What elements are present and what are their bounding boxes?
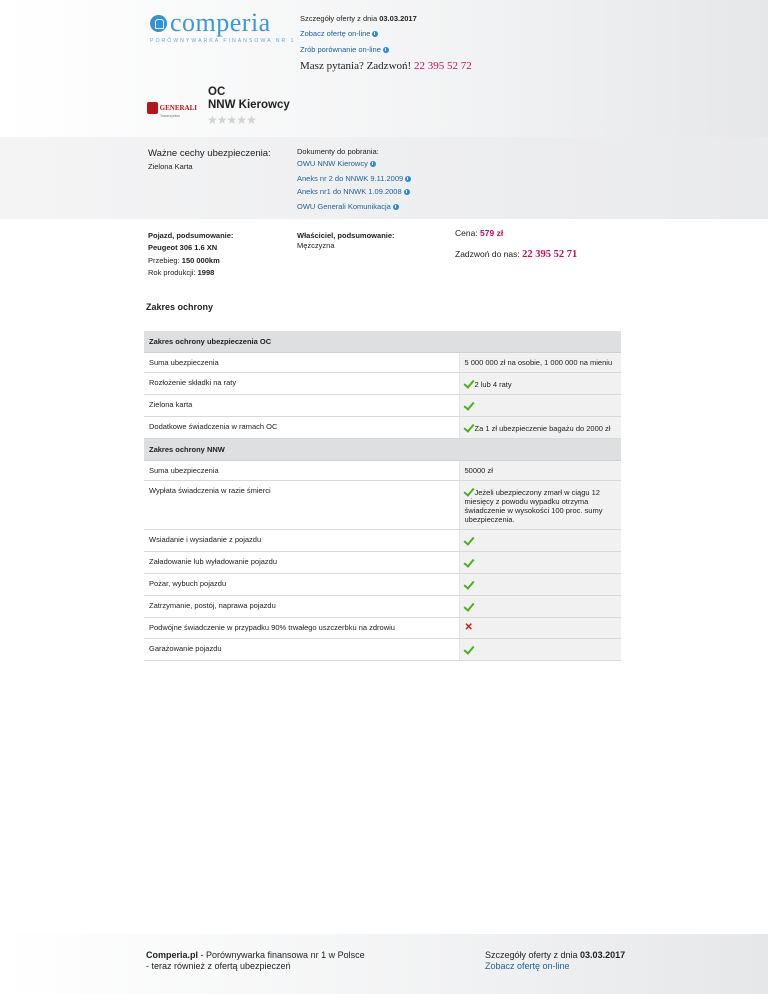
table-row: [144, 530, 621, 552]
feature-item: Zielona Karta: [148, 162, 193, 171]
doc-link-owu-nnw[interactable]: OWU NNW Kierowcy: [297, 159, 368, 168]
see-offer-link[interactable]: Zobacz ofertę on-line: [300, 29, 371, 38]
row-label: Dodatkowe świadczenia w ramach OC: [144, 417, 459, 439]
row-value-text: Jeżeli ubezpieczony zmarł w ciągu 12 miesięcy z powodu wypadku otrzyma świadczenie w wysokości 100 proc. sumy ubezpieczenia.: [464, 488, 603, 524]
section-title: Zakres ochrony ubezpieczenia OC: [144, 331, 621, 353]
table-row: [144, 618, 621, 639]
doc-link-aneks-1[interactable]: Aneks nr1 do NNWK 1.09.2008: [297, 187, 402, 196]
row-value-text: 2 lub 4 raty: [474, 380, 512, 389]
star-icon: ★: [226, 113, 237, 127]
star-icon: ★: [236, 113, 247, 127]
check-icon: [465, 579, 475, 589]
row-value: [459, 530, 621, 552]
call-us: Zadzwoń do nas: 22 395 52 71: [455, 249, 578, 260]
questions-line: Masz pytania? Zadzwoń! 22 395 52 72: [300, 60, 472, 72]
vehicle-heading: Pojazd, podsumowanie:: [148, 231, 234, 240]
check-icon: [465, 400, 475, 410]
coverage-title: Zakres ochrony: [146, 302, 214, 312]
coverage-table: [144, 331, 621, 661]
offer-details: Szczegóły oferty z dnia 03.03.2017: [300, 14, 417, 23]
table-row: [144, 596, 621, 618]
footer-brand: Comperia.pl - Porównywarka finansowa nr 1 w Polsce - teraz również z ofertą ubezpieczeń: [146, 950, 365, 971]
row-value: [459, 395, 621, 417]
footer-brand-name[interactable]: Comperia.pl: [146, 950, 199, 960]
table-row: [144, 574, 621, 596]
price: Cena: 579 zł: [455, 228, 504, 238]
row-value: [459, 574, 621, 596]
row-value: [459, 353, 621, 373]
row-label: Zatrzymanie, postój, naprawa pojazdu: [144, 596, 459, 618]
info-icon: [383, 47, 389, 53]
info-icon: [372, 31, 378, 37]
row-value: [459, 481, 621, 530]
footer-see-offer-link[interactable]: Zobacz ofertę on-line: [485, 961, 570, 971]
features-heading: Ważne cechy ubezpieczenia:: [148, 148, 271, 159]
table-row: [144, 552, 621, 574]
offer-date: 03.03.2017: [379, 14, 417, 23]
footer-offer: Szczegóły oferty z dnia 03.03.2017 Zobacz ofertę on-line: [485, 950, 626, 971]
check-icon: [465, 535, 475, 545]
price-value: 579 zł: [480, 228, 504, 238]
row-label: Suma ubezpieczenia: [144, 353, 459, 373]
row-value-text: 50000 zł: [464, 466, 493, 475]
cross-icon: ✕: [464, 622, 473, 633]
owner-heading: Właściciel, podsumowanie:: [297, 231, 395, 240]
vehicle-model: Peugeot 306 1.6 XN: [148, 243, 218, 252]
row-value: [459, 373, 621, 395]
logo-subtitle: PORÓWNYWARKA FINANSOWA NR 1: [150, 38, 296, 44]
star-icon: ★: [216, 113, 227, 127]
docs-heading: Dokumenty do pobrania:: [297, 147, 379, 156]
doc-link-aneks-2[interactable]: Aneks nr 2 do NNWK 9.11.2009: [297, 174, 404, 183]
check-icon: [465, 486, 475, 496]
rating-stars: [207, 113, 256, 127]
table-row: [144, 395, 621, 417]
info-icon: [370, 161, 376, 167]
row-value: [459, 461, 621, 481]
footer-band: [0, 934, 768, 994]
table-row: [144, 373, 621, 395]
questions-phone[interactable]: 22 395 52 72: [413, 60, 472, 72]
row-label: Wypłata świadczenia w razie śmierci: [144, 481, 459, 530]
production-year: Rok produkcji: 1998: [148, 268, 215, 277]
row-label: Rozłożenie składki na raty: [144, 373, 459, 395]
info-icon: [404, 189, 410, 195]
owner-value: Mężczyzna: [297, 241, 335, 250]
table-row: [144, 353, 621, 373]
section-title: Zakres ochrony NNW: [144, 439, 621, 461]
row-label: Zielona karta: [144, 395, 459, 417]
check-icon: [465, 644, 475, 654]
check-icon: [465, 601, 475, 611]
row-value-text: 5 000 000 zł na osobie, 1 000 000 na mieniu: [464, 358, 613, 367]
doc-link-owu-generali[interactable]: OWU Generali Komunikacja: [297, 202, 391, 211]
info-icon: [393, 204, 399, 210]
row-label: Garażowanie pojazdu: [144, 639, 459, 661]
row-value: [459, 552, 621, 574]
table-row: [144, 639, 621, 661]
row-value: [459, 596, 621, 618]
table-row: [144, 481, 621, 530]
lion-icon: [147, 102, 158, 114]
row-label: Wsiadanie i wysiadanie z pojazdu: [144, 530, 459, 552]
row-value-text: Za 1 zł ubezpieczenie bagażu do 2000 zł: [474, 424, 611, 433]
lock-icon: [150, 15, 167, 32]
check-icon: [465, 422, 475, 432]
comperia-logo[interactable]: [150, 8, 296, 44]
mileage: Przebieg: 150 000km: [148, 256, 220, 265]
row-label: Podwójne świadczenie w przypadku 90% trwałego uszczerbku na zdrowiu: [144, 618, 459, 639]
star-icon: ★: [246, 113, 256, 127]
table-row: [144, 461, 621, 481]
row-label: Suma ubezpieczenia: [144, 461, 459, 481]
call-phone[interactable]: 22 395 52 71: [522, 249, 578, 260]
logo-text: comperia: [170, 8, 271, 37]
section-header: [144, 331, 621, 353]
check-icon: [465, 557, 475, 567]
check-icon: [465, 378, 475, 388]
compare-link[interactable]: Zrób porównanie on-line: [300, 45, 381, 54]
product-name: OC NNW Kierowcy: [208, 86, 290, 111]
insurer-logo: GENERALI Towarzystwo: [147, 102, 197, 118]
table-row: [144, 417, 621, 439]
row-value: [459, 618, 621, 639]
section-header: [144, 439, 621, 461]
row-value: [459, 639, 621, 661]
star-icon: ★: [207, 113, 217, 127]
info-icon: [405, 176, 411, 182]
row-label: Pożar, wybuch pojazdu: [144, 574, 459, 596]
row-label: Załadowanie lub wyładowanie pojazdu: [144, 552, 459, 574]
row-value: [459, 417, 621, 439]
